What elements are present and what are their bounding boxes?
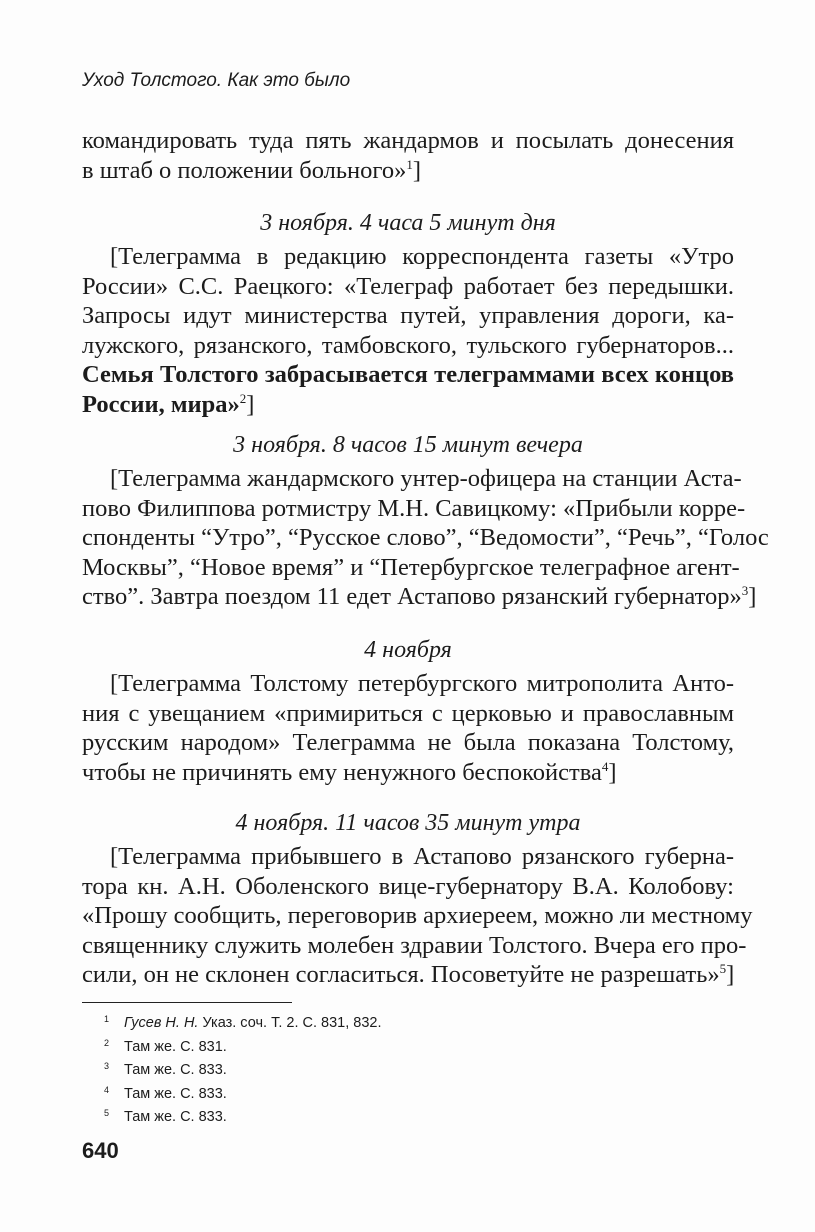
text-span: сили, он не склонен согласиться. Посоветуйте не разрешать» xyxy=(82,961,720,988)
footnote-item xyxy=(104,1012,382,1036)
text-line: священнику служить молебен здравии Толстого. Вчера его про- xyxy=(82,931,747,959)
footnote-item xyxy=(104,1036,382,1060)
footnote-text: Там же. С. 833. xyxy=(124,1109,227,1126)
text-line: [Телеграмма в редакцию корреспондента газеты «Утро xyxy=(110,243,734,270)
entry-heading: 3 ноября. 4 часа 5 минут дня xyxy=(260,210,556,236)
footnote-text: Там же. С. 833. xyxy=(124,1085,227,1102)
running-head: Уход Толстого. Как это было xyxy=(82,70,351,91)
footnote-number: 4 xyxy=(104,1084,110,1095)
entry-heading: 4 ноября xyxy=(364,637,452,663)
footnote-text: Там же. С. 831. xyxy=(124,1038,227,1055)
text-line xyxy=(82,960,734,990)
footnote-item xyxy=(104,1059,382,1083)
text-line: [Телеграмма жандармского унтер-офицера на станции Аста- xyxy=(110,465,742,492)
footnote-number: 3 xyxy=(104,1061,110,1072)
footnote-divider xyxy=(82,1002,292,1003)
bold-text: России, мира» xyxy=(82,390,240,418)
footnote-author: Гусев Н. Н. xyxy=(124,1015,199,1031)
bold-text: Семья Толстого забрасывается телеграммами всех концов xyxy=(82,361,734,388)
text-span: ] xyxy=(726,961,735,988)
text-line: Запросы идут министерства путей, управления дороги, ка- xyxy=(82,302,734,329)
entry-heading: 4 ноября. 11 часов 35 минут утра xyxy=(235,810,581,836)
text-line: лужского, рязанского, тамбовского, тульского губернаторов... xyxy=(82,331,734,359)
footnotes-list xyxy=(104,1012,382,1130)
entry-paragraph xyxy=(82,464,769,612)
text-span: чтобы не причинять ему ненужного беспокойства xyxy=(82,758,602,786)
text-line: «Прошу сообщить, переговорив архиереем, можно ли местному xyxy=(82,902,753,929)
text-span: ] xyxy=(608,758,617,786)
footnote-text: Там же. С. 833. xyxy=(124,1062,227,1079)
footnote-item xyxy=(104,1083,382,1107)
entry-paragraph xyxy=(82,842,753,990)
text-line: [Телеграмма Толстому петербургского митрополита Анто- xyxy=(110,670,734,697)
text-line: [Телеграмма прибывшего в Астапово рязанского губерна- xyxy=(110,843,734,870)
footnote-number: 1 xyxy=(104,1014,110,1024)
text-span: ] xyxy=(748,583,757,610)
footnote-item xyxy=(104,1106,382,1130)
text-line: спонденты “Утро”, “Русское слово”, “Ведомости”, “Речь”, “Голос xyxy=(82,524,769,551)
footnote-number: 2 xyxy=(104,1037,110,1048)
text-line: России» С.С. Раецкого: «Телеграф работает без передышки. xyxy=(82,272,734,300)
footnote-text: Указ. соч. Т. 2. С. 831, 832. xyxy=(198,1015,382,1031)
footnote-number: 5 xyxy=(104,1108,110,1119)
text-span: ] xyxy=(412,156,422,184)
continuation-paragraph xyxy=(82,126,734,185)
text-line: пово Филиппова ротмистру М.Н. Савицкому: «Прибыли корре- xyxy=(82,494,746,522)
text-span: ство”. Завтра поездом 11 едет Астапово рязанский губернатор» xyxy=(82,583,742,610)
entry-heading: 3 ноября. 8 часов 15 минут вечера xyxy=(233,432,583,458)
text-line: Москвы”, “Новое время” и “Петербургское телеграфное агент- xyxy=(82,553,740,581)
text-line: русским народом» Телеграмма не была показана Толстому, xyxy=(82,729,734,756)
text-line xyxy=(82,390,734,420)
footnote-ref[interactable]: 4 xyxy=(601,758,609,774)
footnote-ref[interactable]: 1 xyxy=(406,156,413,172)
text-span: ] xyxy=(246,390,255,418)
footnote-ref[interactable]: 3 xyxy=(741,582,749,598)
text-line: ния с увещанием «примириться с церковью и православным xyxy=(82,699,734,727)
text-line: командировать туда пять жандармов и посылать донесения xyxy=(82,127,734,154)
text-line xyxy=(82,360,734,390)
footnote-ref[interactable]: 5 xyxy=(719,960,727,976)
text-line: тора кн. А.Н. Оболенского вице-губернатору В.А. Колобову: xyxy=(82,872,734,900)
text-line xyxy=(82,758,734,788)
entry-paragraph xyxy=(82,669,734,787)
text-line xyxy=(82,156,734,186)
text-line xyxy=(82,582,757,612)
page-number: 640 xyxy=(82,1138,119,1163)
text-span: в штаб о положении больного» xyxy=(82,156,407,184)
footnote-ref[interactable]: 2 xyxy=(239,390,247,406)
entry-paragraph xyxy=(82,242,734,419)
